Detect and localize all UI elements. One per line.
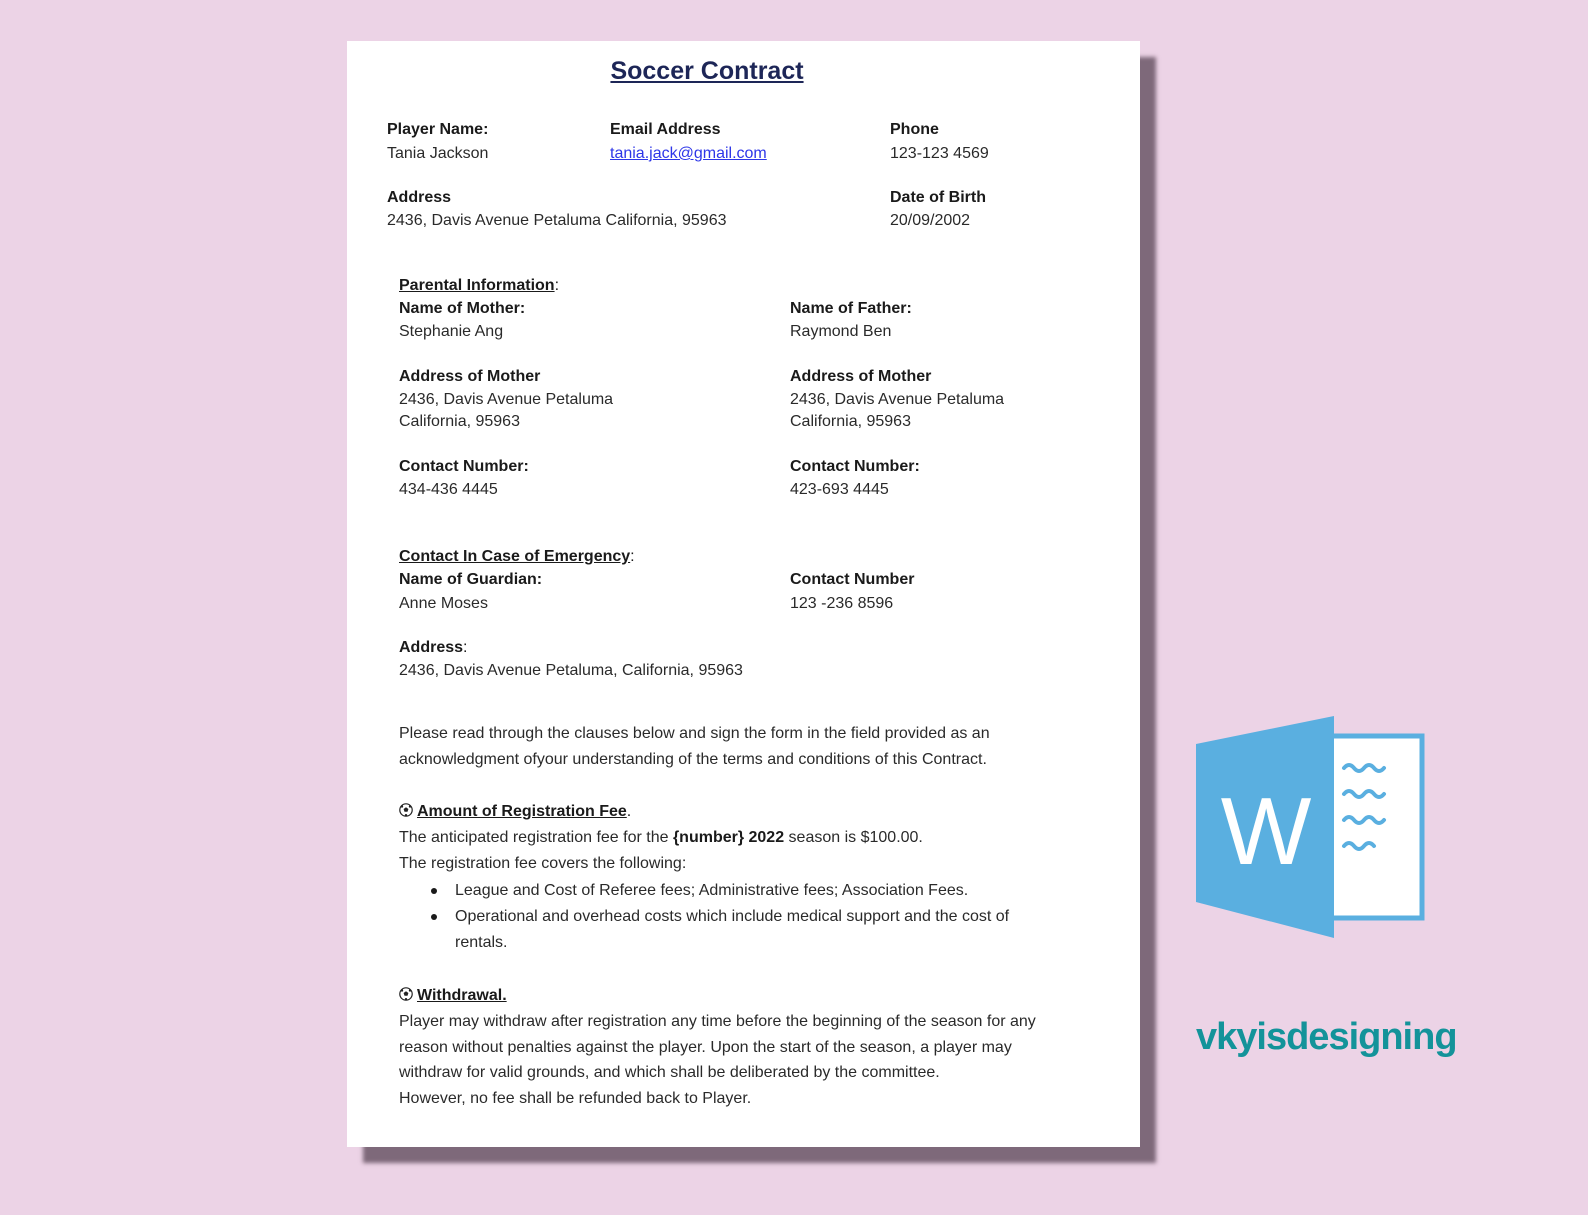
document-title: Soccer Contract (610, 57, 804, 85)
mother-address-line1: 2436, Davis Avenue Petaluma (399, 391, 614, 408)
father-address-line1: 2436, Davis Avenue Petaluma (790, 391, 1005, 408)
father-contact-label: Contact Number: (790, 458, 920, 475)
mother-contact-value: 434-436 4445 (399, 481, 498, 498)
father-name-label: Name of Father: (790, 300, 912, 317)
fee-heading: Amount of Registration Fee. (399, 803, 631, 821)
dob-value: 20/09/2002 (890, 212, 971, 229)
withdrawal-line-3: withdraw for valid grounds, and which shall be deliberated by the committee. (399, 1064, 940, 1081)
father-address-label: Address of Mother (790, 368, 932, 385)
mother-name-label: Name of Mother: (399, 300, 526, 317)
father-contact-value: 423-693 4445 (790, 481, 889, 498)
withdrawal-line-2: reason without penalties against the player. Upon the start of the season, a player may (399, 1039, 1012, 1056)
address-label: Address (387, 189, 452, 206)
dob-label: Date of Birth (890, 189, 986, 206)
mother-address-line2: California, 95963 (399, 413, 520, 430)
email-link[interactable]: tania.jack@gmail.com (610, 145, 767, 162)
player-name-value: Tania Jackson (387, 145, 489, 162)
parental-heading: Parental Information: (399, 277, 560, 294)
bullet-dot (431, 888, 437, 894)
phone-label: Phone (890, 121, 939, 138)
guardian-name-label: Name of Guardian: (399, 571, 543, 588)
player-name-label: Player Name: (387, 121, 489, 138)
fee-bullet-2-line-1: Operational and overhead costs which include medical support and the cost of (455, 908, 1010, 925)
emergency-address-value: 2436, Davis Avenue Petaluma, California, 95963 (399, 662, 743, 679)
emergency-contact-value: 123 -236 8596 (790, 595, 894, 612)
soccer-ball-icon (399, 987, 413, 1001)
soccer-ball-icon (399, 803, 413, 817)
withdrawal-line-4: However, no fee shall be refunded back to Player. (399, 1090, 752, 1107)
word-icon (1196, 716, 1428, 944)
intro-line-1: Please read through the clauses below and sign the form in the field provided as an (399, 725, 990, 742)
guardian-name-value: Anne Moses (399, 595, 488, 612)
email-label: Email Address (610, 121, 721, 138)
withdrawal-heading: Withdrawal. (399, 987, 507, 1005)
father-address-line2: California, 95963 (790, 413, 911, 430)
word-icon-letter: W (1220, 778, 1312, 885)
emergency-address-label: Address: (399, 639, 468, 656)
phone-value: 123-123 4569 (890, 145, 989, 162)
fee-line-1: The anticipated registration fee for the {number} 2022 season is $100.00. (399, 829, 923, 846)
fee-line-2: The registration fee covers the following: (399, 855, 687, 872)
brand-watermark: vkyisdesigning (1196, 1016, 1457, 1058)
address-value: 2436, Davis Avenue Petaluma California, 95963 (387, 212, 727, 229)
mother-name-value: Stephanie Ang (399, 323, 504, 340)
withdrawal-line-1: Player may withdraw after registration any time before the beginning of the season for any (399, 1013, 1036, 1030)
mother-contact-label: Contact Number: (399, 458, 529, 475)
fee-bullet-1: League and Cost of Referee fees; Administrative fees; Association Fees. (455, 882, 969, 899)
emergency-contact-label: Contact Number (790, 571, 915, 588)
fee-bullet-2-line-2: rentals. (455, 934, 508, 951)
father-name-value: Raymond Ben (790, 323, 892, 340)
emergency-heading: Contact In Case of Emergency: (399, 548, 635, 565)
mother-address-label: Address of Mother (399, 368, 541, 385)
contract-page (347, 41, 1140, 1147)
bullet-dot (431, 914, 437, 920)
intro-line-2: acknowledgment ofyour understanding of the terms and conditions of this Contract. (399, 751, 987, 768)
